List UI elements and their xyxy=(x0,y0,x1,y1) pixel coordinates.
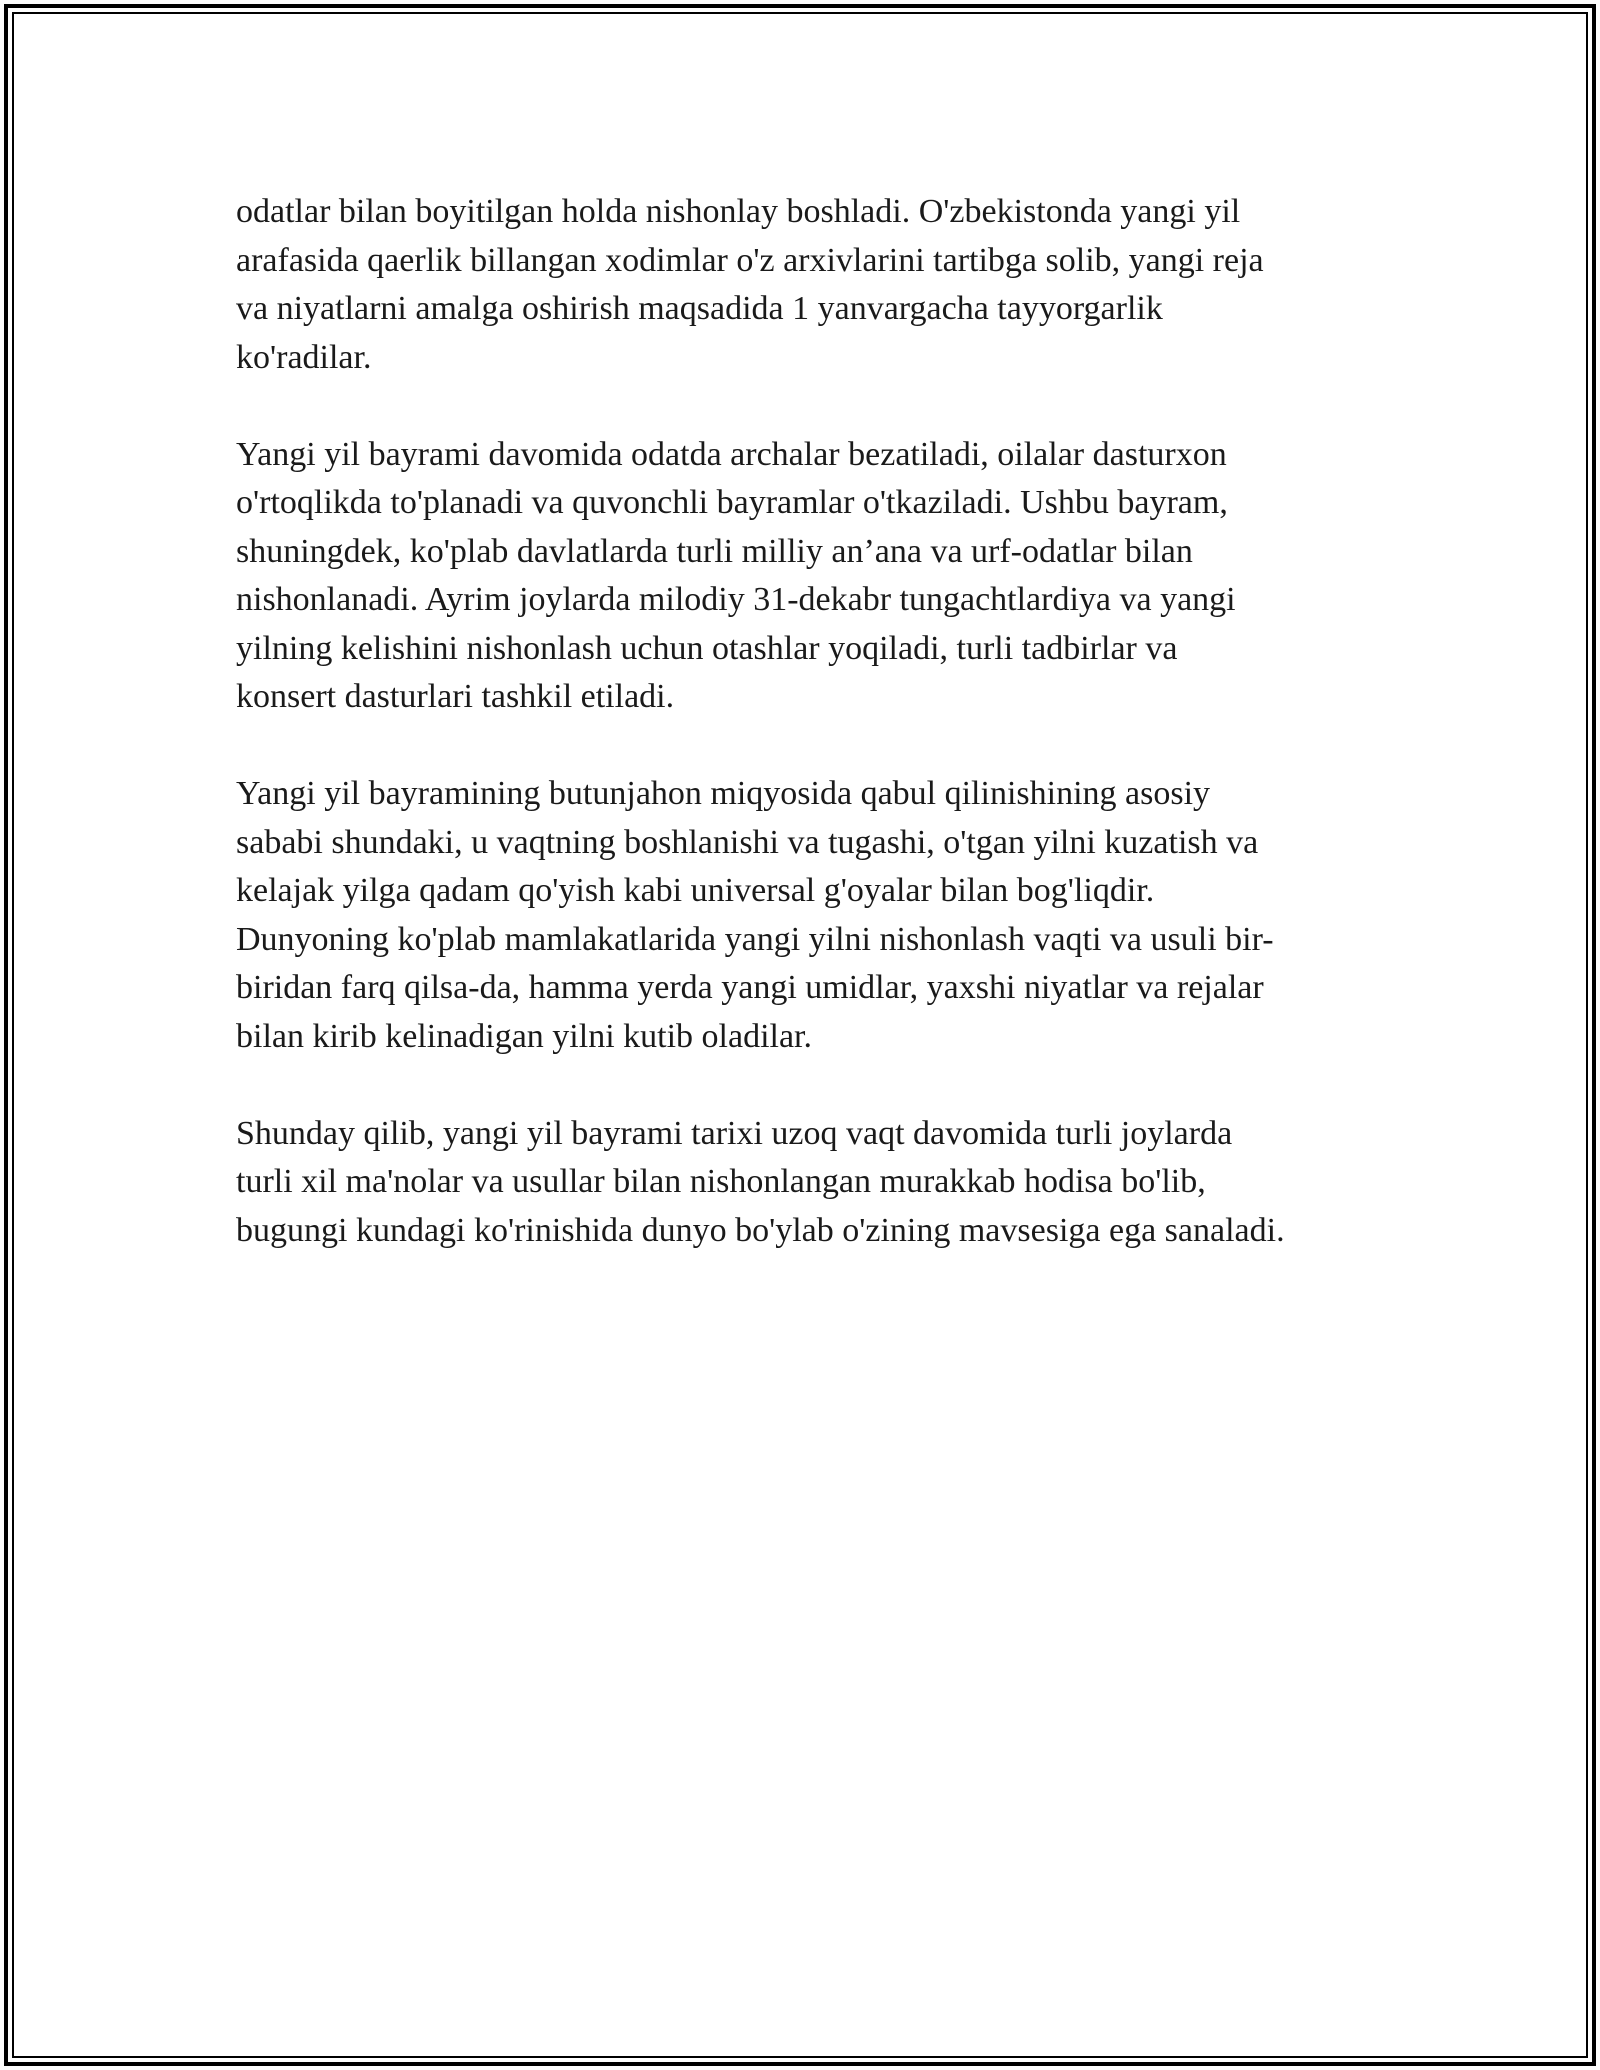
text-line: arafasida qaerlik billangan xodimlar o'z arxivlarini tartibga solib, yangi reja xyxy=(236,241,1264,279)
paragraph-1 xyxy=(236,188,1386,382)
text-line: odatlar bilan boyitilgan holda nishonlay boshladi. O'zbekistonda yangi yil xyxy=(236,193,1241,230)
text-line: bilan kirib kelinadigan yilni kutib oladilar. xyxy=(236,1017,813,1055)
paragraph-2 xyxy=(236,431,1386,722)
text-line: shuningdek, ko'plab davlatlarda turli milliy an’ana va urf-odatlar bilan xyxy=(236,532,1193,570)
text-line: nishonlanadi. Ayrim joylarda milodiy 31-dekabr tungachtlardiya va yangi xyxy=(236,581,1236,618)
text-line: bugungi kundagi ko'rinishida dunyo bo'ylab o'zining mavsesiga ega sanaladi. xyxy=(236,1211,1285,1249)
text-line: sababi shundaki, u vaqtning boshlanishi va tugashi, o'tgan yilni kuzatish va xyxy=(236,823,1259,861)
text-line: konsert dasturlari tashkil etiladi. xyxy=(236,678,675,715)
text-line: turli xil ma'nolar va usullar bilan nishonlangan murakkab hodisa bo'lib, xyxy=(236,1163,1206,1200)
document-body xyxy=(236,188,1386,1304)
text-line: Dunyoning ko'plab mamlakatlarida yangi yilni nishonlash vaqti va usuli bir- xyxy=(236,920,1274,958)
text-line: va niyatlarni amalga oshirish maqsadida 1 yanvargacha tayyorgarlik xyxy=(236,290,1163,327)
text-line: Yangi yil bayramining butunjahon miqyosida qabul qilinishining asosiy xyxy=(236,775,1211,812)
text-line: Yangi yil bayrami davomida odatda archalar bezatiladi, oilalar dasturxon xyxy=(236,435,1227,473)
paragraph-4 xyxy=(236,1110,1386,1256)
text-line: kelajak yilga qadam qo'yish kabi universal g'oyalar bilan bog'liqdir. xyxy=(236,872,1155,909)
text-line: Shunday qilib, yangi yil bayrami tarixi uzoq vaqt davomida turli joylarda xyxy=(236,1114,1233,1152)
text-line: o'rtoqlikda to'planadi va quvonchli bayramlar o'tkaziladi. Ushbu bayram, xyxy=(236,484,1228,521)
paragraph-3 xyxy=(236,770,1386,1061)
text-line: biridan farq qilsa-da, hamma yerda yangi umidlar, yaxshi niyatlar va rejalar xyxy=(236,969,1264,1006)
text-line: ko'radilar. xyxy=(236,338,372,376)
text-line: yilning kelishini nishonlash uchun otashlar yoqiladi, turli tadbirlar va xyxy=(236,629,1178,667)
